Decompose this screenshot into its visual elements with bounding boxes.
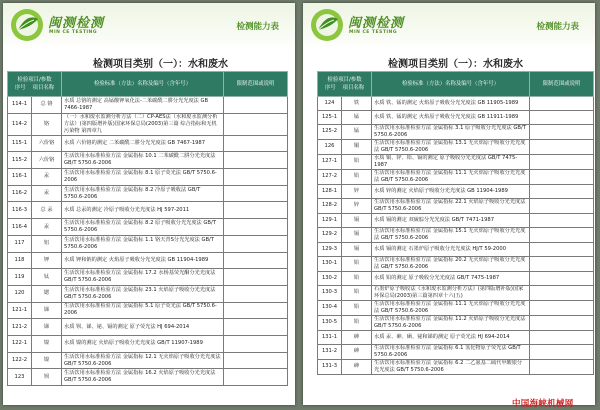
row-scope <box>530 198 594 213</box>
row-item-name: 铜 <box>342 139 372 154</box>
row-scope <box>224 352 288 369</box>
row-item-name: 铅 <box>342 169 372 184</box>
row-scope <box>224 185 288 202</box>
row-standard: 生活饮用水标准检验方法 金属指标 11.1 无火焰原子吸收分光光度法 GB/T 5750.6-2006 <box>372 169 530 184</box>
section-label: 检测能力表 <box>236 22 279 32</box>
row-standard: 生活饮用水标准检验方法 金属指标 17.2 水杨基荧光酮分光光度法 GB/T 5750.6-2006 <box>62 269 224 286</box>
row-scope <box>224 202 288 219</box>
row-standard: 生活饮用水标准检验方法 金属指标 11.1 无火焰原子吸收分光光度法 GB/T 5750.6-2006 <box>372 300 530 315</box>
table-row <box>318 110 594 124</box>
leaf-logo-icon <box>9 7 45 43</box>
row-seq: 123 <box>8 369 32 386</box>
row-item-name: 六价铬 <box>32 152 62 169</box>
row-scope <box>530 271 594 285</box>
table-row <box>318 227 594 242</box>
row-seq: 131-1 <box>318 330 342 344</box>
row-standard: 石墨炉原子吸收法《水和废水监测分析方法》(第四版增补版)国家环保总局(2003)第三篇第四章十六(五) <box>372 285 530 300</box>
table-row <box>318 242 594 256</box>
row-scope <box>224 135 288 152</box>
row-scope <box>224 369 288 386</box>
row-scope <box>530 300 594 315</box>
table-header-row <box>318 72 594 97</box>
row-scope <box>224 319 288 336</box>
row-standard: 生活饮用水标准检验方法 金属指标 10.1 二苯碳酰二肼分光光度法 GB/T 5750.6-2006 <box>62 152 224 169</box>
row-standard: 生活饮用水标准检验方法 金属指标 12.1 无火焰原子吸收分光光度法 GB/T 5750.6-2006 <box>62 352 224 369</box>
table-row <box>318 124 594 139</box>
row-seq: 129-1 <box>318 213 342 227</box>
row-item-name: 锶 <box>32 285 62 302</box>
row-seq: 116-1 <box>8 169 32 186</box>
brand-subtitle: MIN CE TESTING <box>49 30 98 35</box>
row-item-name: 汞 <box>32 169 62 186</box>
table-body <box>8 97 288 386</box>
row-item-name: 镉 <box>342 242 372 256</box>
row-scope <box>224 152 288 169</box>
table-row <box>8 369 288 386</box>
row-seq: 130-2 <box>318 271 342 285</box>
row-standard: 生活饮用水标准检验方法 金属指标 5.1 原子荧光法 GB/T 5750.6-2006 <box>62 302 224 319</box>
row-seq: 122-2 <box>8 352 32 369</box>
row-seq: 127-1 <box>318 154 342 169</box>
row-standard: 水质 锌的测定 火焰原子吸收分光光度法 GB 11904-1989 <box>372 185 530 199</box>
row-seq: 131-2 <box>318 344 342 359</box>
header-seq: 序号 <box>14 85 26 91</box>
table-row <box>8 252 288 269</box>
row-item-name: 镉 <box>342 213 372 227</box>
table-row <box>8 169 288 186</box>
row-scope <box>224 219 288 236</box>
row-standard: 水质 钾和钠的测定 火焰原子吸收分光光度法 GB 11904-1989 <box>62 252 224 269</box>
row-standard: 生活饮用水标准检验方法 金属指标 15.1 无火焰原子吸收分光光度法 GB/T 5750.6-2006 <box>372 227 530 242</box>
row-standard: 水质 镍的测定 火焰原子吸收分光光度法 GB/T 11907-1989 <box>62 335 224 352</box>
row-standard: 水质 六价铬的测定 二苯碳酰二肼分光光度法 GB 7467-1987 <box>62 135 224 152</box>
brand-subtitle: MIN CE TESTING <box>349 30 398 35</box>
row-item-name: 锰 <box>342 110 372 124</box>
row-scope <box>530 124 594 139</box>
row-scope <box>530 256 594 271</box>
table-row <box>8 319 288 336</box>
row-standard: 水质 总汞的测定 冷原子吸收分光光度法 HJ 597-2011 <box>62 202 224 219</box>
row-item-name: 铝 <box>32 235 62 252</box>
row-standard: 生活饮用水标准检验方法 金属指标 8.1 原子荧光法 GB/T 5750.6-2006 <box>62 169 224 186</box>
row-standard: 水质 镉的测定 石墨炉原子吸收分光光度法 HJ/T 59-2000 <box>372 242 530 256</box>
row-scope <box>530 242 594 256</box>
row-standard: 水质 汞、砷、硒、铋和锑的测定 原子荧光法 HJ 694-2014 <box>372 330 530 344</box>
row-seq: 129-3 <box>318 242 342 256</box>
row-standard: 生活饮用水标准检验方法 金属指标 23.1 火焰原子吸收分光光度法 GB/T 5750.6-2006 <box>62 285 224 302</box>
header-name: 项目名称 <box>342 85 365 91</box>
header-standard: 检验标准（方法）名称及编号（含年号） <box>62 72 224 97</box>
row-item-name: 砷 <box>342 330 372 344</box>
table-row <box>8 235 288 252</box>
row-scope <box>530 285 594 300</box>
row-seq: 129-2 <box>318 227 342 242</box>
row-item-name: 锌 <box>342 185 372 199</box>
row-seq: 130-1 <box>318 256 342 271</box>
row-scope <box>530 359 594 374</box>
table-row <box>8 185 288 202</box>
page-banner <box>3 3 295 49</box>
row-seq: 128-2 <box>318 198 342 213</box>
table-row <box>8 113 288 135</box>
table-row <box>8 285 288 302</box>
row-scope <box>530 344 594 359</box>
table-row <box>8 302 288 319</box>
row-standard: 水质 钡、锑、铋、镉的测定 原子荧光法 HJ 694-2014 <box>62 319 224 336</box>
table-row <box>8 335 288 352</box>
row-standard: 生活饮用水标准检验方法 金属指标 20.2 无火焰原子吸收分光光度法 GB/T 5750.6-2006 <box>372 256 530 271</box>
table-row <box>318 330 594 344</box>
row-seq: 122-1 <box>8 335 32 352</box>
row-seq: 131-3 <box>318 359 342 374</box>
row-scope <box>224 285 288 302</box>
header-scope: 限制范围或说明 <box>224 72 288 97</box>
row-seq: 130-5 <box>318 315 342 330</box>
table-row <box>8 352 288 369</box>
row-seq: 121-2 <box>8 319 32 336</box>
row-scope <box>224 97 288 114</box>
row-scope <box>530 169 594 184</box>
row-item-name: 锰 <box>342 124 372 139</box>
row-seq: 127-2 <box>318 169 342 184</box>
header-param-group-label: 检验项目/参数 <box>17 76 52 83</box>
row-standard: 生活饮用水标准检验方法 金属指标 1.1 铬天青S分光光度法 GB/T 5750.6-2006 <box>62 235 224 252</box>
row-standard: 生活饮用水标准检验方法 金属指标 11.2 火焰原子吸收分光光度法 GB/T 5750.6-2006 <box>372 315 530 330</box>
row-seq: 130-4 <box>318 300 342 315</box>
row-item-name: 砷 <box>342 359 372 374</box>
row-seq: 128-1 <box>318 185 342 199</box>
row-item-name: 钾 <box>32 252 62 269</box>
row-scope <box>530 185 594 199</box>
right-page <box>303 3 595 405</box>
row-item-name: 汞 <box>32 185 62 202</box>
table-row <box>318 154 594 169</box>
table-row <box>318 300 594 315</box>
row-seq: 126 <box>318 139 342 154</box>
row-seq: 120 <box>8 285 32 302</box>
table-row <box>318 185 594 199</box>
row-item-name: 镍 <box>32 335 62 352</box>
row-item-name: 镉 <box>342 227 372 242</box>
row-item-name: 总 汞 <box>32 202 62 219</box>
row-item-name: 铅 <box>342 154 372 169</box>
header-standard: 检验标准（方法）名称及编号（含年号） <box>372 72 530 97</box>
row-standard: 生活饮用水标准检验方法 金属指标 22.1 火焰原子吸收分光光度法 GB/T 5750.6-2006 <box>372 198 530 213</box>
row-seq: 118 <box>8 252 32 269</box>
row-item-name: 铅 <box>342 300 372 315</box>
brand-name: 闽测检测 <box>48 16 105 31</box>
table-row <box>318 198 594 213</box>
row-seq: 124 <box>318 97 342 111</box>
table-row <box>318 213 594 227</box>
header-param-group <box>8 72 62 97</box>
row-seq: 121-1 <box>8 302 32 319</box>
table-row <box>8 202 288 219</box>
row-scope <box>224 269 288 286</box>
row-seq: 114-1 <box>8 97 32 114</box>
row-standard: 水质 总铬的测定 高锰酸钾氧化法-二苯碳酰二肼分光光度法 GB 7466-1987 <box>62 97 224 114</box>
row-seq: 115-1 <box>8 135 32 152</box>
table-row <box>8 269 288 286</box>
row-standard: 水质 铅的测定 原子吸收分光光度法 GB/T 7475-1987 <box>372 271 530 285</box>
row-item-name: 铬 <box>32 113 62 135</box>
row-scope <box>530 213 594 227</box>
row-seq: 117 <box>8 235 32 252</box>
capability-table <box>317 71 594 375</box>
row-item-name: 总 铬 <box>32 97 62 114</box>
row-standard: 生活饮用水标准检验方法 金属指标 8.2 冷原子吸收法 GB/T 5750.6-2006 <box>62 185 224 202</box>
row-scope <box>224 113 288 135</box>
row-standard: 生活饮用水标准检验方法 金属指标 16.2 火焰原子吸收分光光度法 GB/T 5750.6-2006 <box>62 369 224 386</box>
row-standard: 生活饮用水标准检验方法 金属指标 6.2 二乙氨基二硫代甲酸银分光光度法 GB/T 5750.6-2006 <box>372 359 530 374</box>
row-seq: 114-2 <box>8 113 32 135</box>
row-seq: 130-3 <box>318 285 342 300</box>
row-item-name: 钡 <box>32 369 62 386</box>
row-item-name: 镍 <box>32 352 62 369</box>
row-item-name: 锑 <box>32 319 62 336</box>
header-scope: 限制范围或说明 <box>530 72 594 97</box>
table-header-row <box>8 72 288 97</box>
row-scope <box>530 139 594 154</box>
row-item-name: 铅 <box>342 271 372 285</box>
row-seq: 125-2 <box>318 124 342 139</box>
table-row <box>318 139 594 154</box>
row-seq: 115-2 <box>8 152 32 169</box>
document-title: 检测项目类别（一）：水和废水 <box>93 59 228 70</box>
row-standard: 水质 镉的测定 双硫腙分光光度法 GB/T 7471-1987 <box>372 213 530 227</box>
capability-table <box>7 71 288 386</box>
table-row <box>8 219 288 236</box>
header-param-group <box>318 72 372 97</box>
row-scope <box>224 169 288 186</box>
row-standard: 水质 铁、锰的测定 火焰原子吸收分光光度法 GB 11905-1989 <box>372 97 530 111</box>
page-banner <box>303 3 595 49</box>
table-row <box>318 271 594 285</box>
row-standard: 水质 铜、锌、铅、镉的测定 原子吸收分光光度法 GB/T 7475-1987 <box>372 154 530 169</box>
table-row <box>318 359 594 374</box>
brand-name: 闽测检测 <box>348 16 405 31</box>
header-seq: 序号 <box>324 85 336 91</box>
row-seq: 125-1 <box>318 110 342 124</box>
row-scope <box>530 330 594 344</box>
row-scope <box>224 252 288 269</box>
row-item-name: 铅 <box>342 285 372 300</box>
table-row <box>8 97 288 114</box>
row-item-name: 铅 <box>342 256 372 271</box>
leaf-logo-icon <box>309 7 345 43</box>
section-label: 检测能力表 <box>536 22 579 32</box>
row-standard: 生活饮用水标准检验方法 金属指标 8.2 原子吸收分光光度法 GB/T 5750.6-2006 <box>62 219 224 236</box>
row-item-name: 锌 <box>342 198 372 213</box>
document-title: 检测项目类别（一）：水和废水 <box>388 59 523 70</box>
row-standard: 生活饮用水标准检验方法 金属指标 6.1 氢化物原子荧光法 GB/T 5750.6-2006 <box>372 344 530 359</box>
row-scope <box>530 227 594 242</box>
row-seq: 116-2 <box>8 185 32 202</box>
table-body <box>318 97 594 375</box>
row-scope <box>530 315 594 330</box>
left-page <box>3 3 295 405</box>
row-standard: 生活饮用水标准检验方法 金属指标 3.1 原子吸收分光光度法 GB/T 5750.6-2006 <box>372 124 530 139</box>
site-watermark: 中国海峡机械网 <box>512 399 574 409</box>
table-row <box>318 169 594 184</box>
row-standard: （一）水和废水监测分析方法（二）CP-AES法（水和废水监测分析方法）(第四版增补版)国家环保总局(2003)第三篇 综合指标和无机污染物 第四章九 <box>62 113 224 135</box>
row-item-name: 汞 <box>32 219 62 236</box>
row-item-name: 钛 <box>32 269 62 286</box>
table-row <box>318 344 594 359</box>
row-item-name: 铁 <box>342 97 372 111</box>
header-param-group-label: 检验项目/参数 <box>327 76 362 83</box>
row-scope <box>224 235 288 252</box>
row-scope <box>530 110 594 124</box>
row-item-name: 锑 <box>32 302 62 319</box>
row-scope <box>530 97 594 111</box>
table-row <box>318 285 594 300</box>
row-item-name: 六价铬 <box>32 135 62 152</box>
row-seq: 116-3 <box>8 202 32 219</box>
row-standard: 水质 铁、锰的测定 火焰原子吸收分光光度法 GB 11911-1989 <box>372 110 530 124</box>
row-scope <box>224 302 288 319</box>
table-row <box>8 135 288 152</box>
row-item-name: 砷 <box>342 344 372 359</box>
row-seq: 116-4 <box>8 219 32 236</box>
row-scope <box>530 154 594 169</box>
header-name: 项目名称 <box>32 85 55 91</box>
table-row <box>318 97 594 111</box>
row-standard: 生活饮用水标准检验方法 金属指标 13.1 无火焰原子吸收分光光度法 GB/T 5750.6-2006 <box>372 139 530 154</box>
row-item-name: 铅 <box>342 315 372 330</box>
row-scope <box>224 335 288 352</box>
table-row <box>8 152 288 169</box>
table-row <box>318 256 594 271</box>
row-seq: 119 <box>8 269 32 286</box>
table-row <box>318 315 594 330</box>
